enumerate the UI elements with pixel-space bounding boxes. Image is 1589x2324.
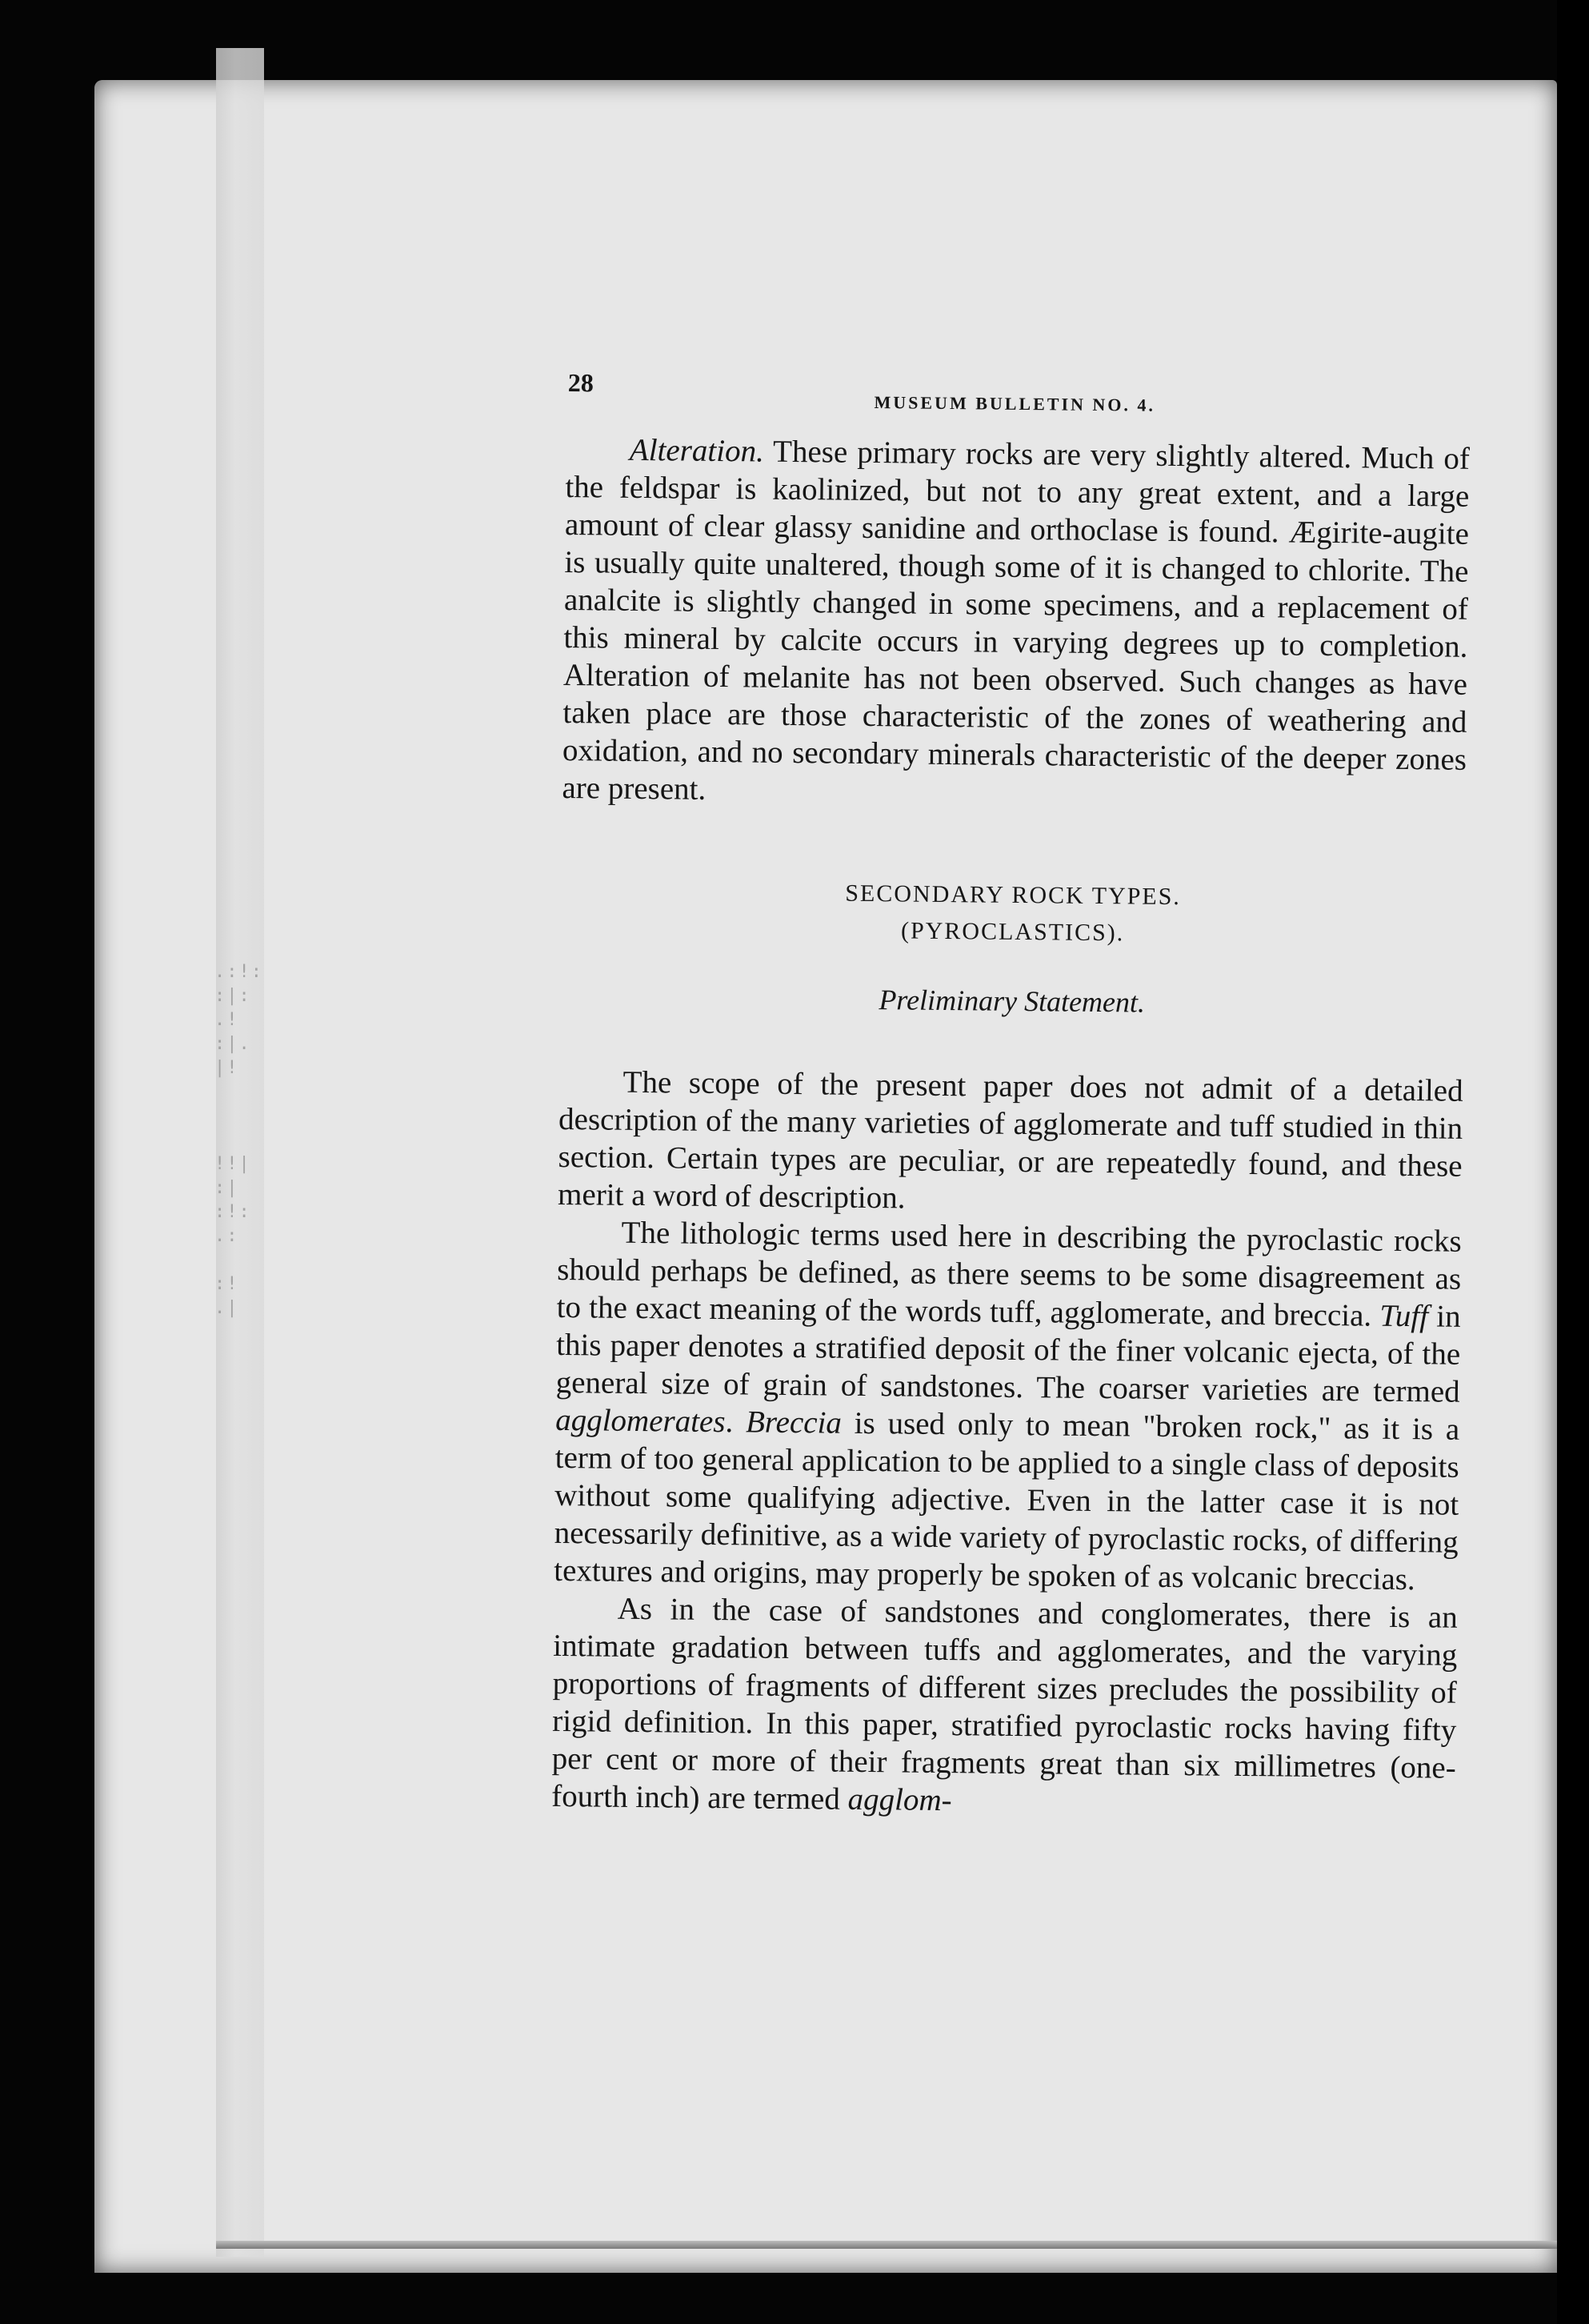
section-title: SECONDARY ROCK TYPES. bbox=[845, 880, 1182, 911]
paragraph-gradation bbox=[551, 1589, 1458, 1825]
text-span: As in the case of sandstones and conglomerates, there is an intimate gradation between tuffs and agglomerates, and the varying proportions of fragments of different sizes precludes the possibility of rigid definition. In this paper, stratified pyroclastic rocks having fifty per cent or more of their fragments great than six millimetres (one-fourth inch) are termed bbox=[551, 1591, 1458, 1817]
running-header bbox=[566, 368, 1471, 426]
section-subtitle: (PYROCLASTICS). bbox=[900, 917, 1125, 947]
page-bottom-edge bbox=[216, 2241, 1557, 2249]
running-title: MUSEUM BULLETIN NO. 4. bbox=[874, 392, 1156, 415]
scan-border bbox=[1557, 0, 1589, 2324]
page-number: 28 bbox=[567, 368, 594, 398]
alteration-text: These primary rocks are very slightly altered. Much of the feldspar is kaolinized, but not to any great extent, and a large amount of clear glassy sanidine and orthoclase is found. Ægirite-augite is usually quite unaltered, though some of it is changed to chlorite. The analcite is slightly changed in some specimens, and a replacement of this mineral by calcite occurs in varying degrees up to completion. Alteration of melanite has not been observed. Such changes as have taken place are those characteristic of the zones of weathering and oxidation, and no secondary minerals characteristic of the deeper zones are present. bbox=[562, 434, 1471, 807]
text-span: . bbox=[725, 1404, 746, 1440]
alteration-paragraph bbox=[562, 431, 1470, 816]
paragraph-lithologic-terms bbox=[554, 1213, 1462, 1599]
subsection-title: Preliminary Statement. bbox=[879, 984, 1146, 1019]
emphasis-agglomerates: agglomerates bbox=[555, 1402, 726, 1440]
page-content bbox=[551, 368, 1471, 1825]
paragraph-scope: The scope of the present paper does not admit of a detailed description of the many varieties of agglomerate and tuff studied in thin section. Certain types are peculiar, or are repeatedly found, and these merit a word of description. bbox=[557, 1064, 1463, 1216]
emphasis-agglom: agglom- bbox=[847, 1781, 952, 1818]
emphasis-tuff: Tuff bbox=[1379, 1298, 1429, 1334]
text-span: is used only to mean "broken rock," as it is a term of too general application to be applied to a single class of deposits without some qualifying adjective. Even in the latter case it is not necessarily definitive, as a wide variety of pyroclastic rocks, of differing textures and origins, may properly be spoken of as volcanic breccias. bbox=[554, 1405, 1460, 1597]
emphasis-breccia: Breccia bbox=[745, 1404, 843, 1440]
alteration-lead: Alteration. bbox=[629, 432, 765, 469]
text-span: in this paper denotes a stratified deposit of the finer volcanic ejecta, of the general size of grain of sandstones. The coarser varieties are termed bbox=[555, 1299, 1461, 1409]
section-heading bbox=[560, 872, 1465, 956]
show-through-marks: .:!: :|: .! :|. |! !!| :| :!: .: :! .| bbox=[214, 962, 263, 1318]
text-span: The lithologic terms used here in describing the pyroclastic rocks should perhaps be defined, as there seems to be some disagreement as to the exact meaning of the words tuff, agglomerate, and breccia. bbox=[556, 1215, 1462, 1333]
